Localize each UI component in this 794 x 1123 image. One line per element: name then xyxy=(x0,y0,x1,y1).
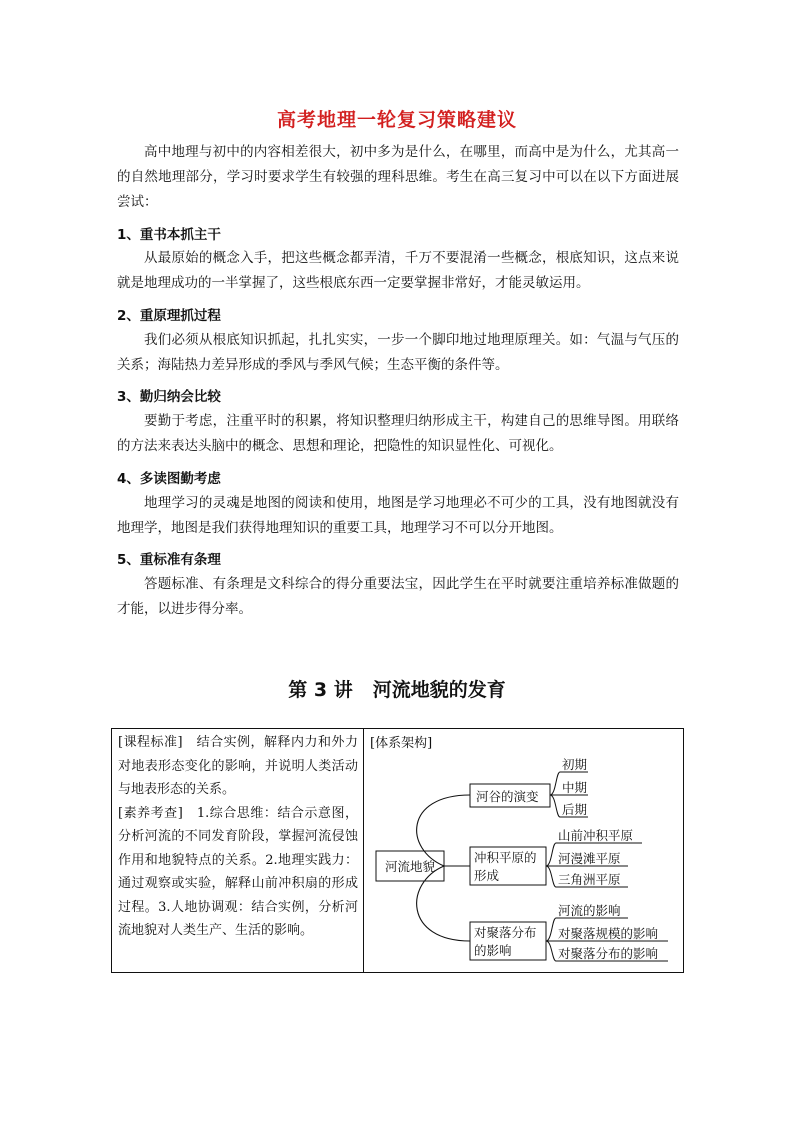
branch-label-3-line1: 对聚落分布 xyxy=(474,925,537,940)
section-body-5: 答题标准、有条理是文科综合的得分重要法宝，因此学生在平时就要注重培养标准做题的才能，以进步得分率。 xyxy=(117,576,679,617)
branch-label-2-line1: 冲积平原的 xyxy=(474,850,537,865)
lecture-title xyxy=(0,675,794,702)
framework-label: [体系架构] xyxy=(370,736,433,751)
section-heading-5: 5、重标准有条理 xyxy=(117,552,221,568)
branch-2-item-2: 河漫滩平原 xyxy=(558,851,621,866)
branch-2-fork xyxy=(546,843,556,887)
section-heading-4: 4、多读图勤考虑 xyxy=(117,471,221,487)
root-label: 河流地貌 xyxy=(384,859,436,874)
branch-2-item-3: 三角洲平原 xyxy=(558,872,621,887)
section-heading-1: 1、重书本抓主干 xyxy=(117,227,221,243)
section-body-2: 我们必须从根底知识抓起，扎扎实实，一步一个脚印地过地理原理关。如：气温与气压的关系；海陆热力差异形成的季风与季风气候；生态平衡的条件等。 xyxy=(117,332,679,373)
literacy-assessment: [素养考查] 1.综合思维：结合示意图，分析河流的不同发育阶段，掌握河流侵蚀作用和地貌特点的关系。2.地理实践力：通过观察或实验，解释山前冲积扇的形成过程。3.人地协调观：结合实例，分析河流地貌对人类生产、生活的影响。 xyxy=(118,805,358,938)
lecture-name: 河流地貌的发育 xyxy=(372,679,506,701)
curriculum-standards: [课程标准] 结合实例，解释内力和外力对地表形态变化的影响，并说明人类活动与地表形态的关系。 xyxy=(118,735,358,797)
branch-3-item-1: 河流的影响 xyxy=(558,903,621,918)
framework-diagram xyxy=(112,729,685,974)
lecture-number: 第 3 讲 xyxy=(288,679,353,701)
branch-3-item-2: 对聚落规模的影响 xyxy=(558,926,659,941)
page-title: 高考地理一轮复习策略建议 xyxy=(276,109,517,131)
branch-1-item-2: 中期 xyxy=(562,780,588,795)
section-body-3: 要勤于考虑，注重平时的积累，将知识整理归纳形成主干，构建自己的思维导图。用联络的方法来表达头脑中的概念、思想和理论，把隐性的知识显性化、可视化。 xyxy=(117,413,679,454)
branch-label-3-line2: 的影响 xyxy=(474,943,512,958)
branch-1-fork xyxy=(550,772,560,817)
overview-table xyxy=(111,728,684,973)
branch-2-item-1: 山前冲积平原 xyxy=(558,828,634,843)
section-body-4: 地理学习的灵魂是地图的阅读和使用，地图是学习地理必不可少的工具，没有地图就没有地理学，地图是我们获得地理知识的重要工具，地理学习不可以分开地图。 xyxy=(117,495,679,536)
intro-paragraph: 高中地理与初中的内容相差很大，初中多为是什么，在哪里，而高中是为什么，尤其高一的自然地理部分，学习时要求学生有较强的理科思维。考生在高三复习中可以在以下方面进展尝试： xyxy=(117,144,679,210)
branch-3-fork xyxy=(546,918,556,961)
branch-1-item-3: 后期 xyxy=(562,802,588,817)
section-heading-3: 3、勤归纳会比较 xyxy=(117,389,221,405)
branch-label-1: 河谷的演变 xyxy=(476,789,539,804)
branch-label-2-line2: 形成 xyxy=(474,868,500,883)
branch-1-item-1: 初期 xyxy=(562,757,588,772)
branch-connector-1 xyxy=(417,795,470,866)
branch-3-item-3: 对聚落分布的影响 xyxy=(558,946,659,961)
branch-connector-3 xyxy=(417,866,470,941)
section-body-1: 从最原始的概念入手，把这些概念都弄清，千万不要混淆一些概念，根底知识，这点来说就是地理成功的一半掌握了，这些根底东西一定要掌握非常好，才能灵敏运用。 xyxy=(117,250,679,291)
section-heading-2: 2、重原理抓过程 xyxy=(117,308,221,324)
